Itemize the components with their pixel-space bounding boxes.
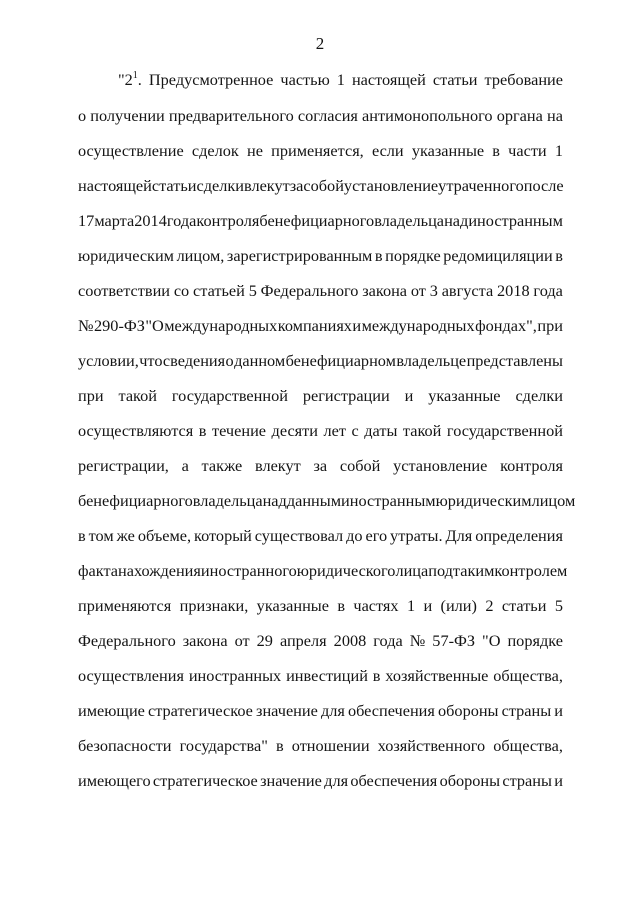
word: соответствии [78,281,170,300]
word: владельца [192,491,263,510]
word: 1 [554,141,563,160]
word: лет [323,421,346,440]
word: такой [402,421,442,440]
word: обеспечения [350,771,438,790]
word: и [554,701,563,720]
word: и [554,771,563,790]
word: государства" [179,736,268,755]
word: для [324,771,349,790]
word: страны [501,701,552,720]
paragraph-line [78,419,563,443]
word: лицом [531,491,576,510]
word: стратегическое [152,771,258,790]
word: иностранным [341,491,436,510]
word: о [225,351,234,370]
word: общества, [493,666,563,685]
word: 3 [429,281,438,300]
word: осуществление [78,141,184,160]
word: (или) [440,596,477,615]
word: общества, [493,736,563,755]
word: также [201,456,243,475]
word: осуществления [78,666,184,685]
word: лица [395,561,429,580]
word: таким [452,561,495,580]
word: осуществляются [78,421,194,440]
word: над [444,211,469,230]
word: согласия [297,106,358,125]
word: течение [212,421,267,440]
word: в [275,736,284,755]
word: контролем [494,561,568,580]
word: а [181,456,189,475]
word: до [346,526,363,545]
word: фондах", [475,316,537,335]
word: десяти [271,421,318,440]
word: Федерального [260,281,359,300]
word: закона [182,631,228,650]
word: указанные [256,596,329,615]
word: после [523,176,564,195]
word: даты [364,421,398,440]
word: существовал [254,526,344,545]
word: юридического [296,561,396,580]
word: государственной [446,421,563,440]
word: о [78,106,87,125]
word: настоящей [78,176,152,195]
word: от [410,281,426,300]
word: Федерального [78,631,176,650]
word: от [234,631,250,650]
word: иностранным [468,211,563,230]
word: собой [339,456,381,475]
paragraph-line [78,349,563,373]
word: года [166,211,197,230]
word: представлены [466,351,563,370]
paragraph-line [78,209,563,233]
word: влекут [254,456,301,475]
word: владельца [374,211,445,230]
paragraph-line [78,314,563,338]
word: и [404,386,414,405]
word: 1 [406,596,416,615]
word: том [88,526,114,545]
word: который [194,526,252,545]
word: определения [475,526,563,545]
word: юридическим [78,246,174,265]
word: данном [234,351,286,370]
word: нахождения [118,561,201,580]
word: влекут [243,176,290,195]
word: частях [353,596,399,615]
paragraph-line [78,454,563,478]
paragraph-line [78,524,563,548]
paragraph-line [78,629,563,653]
word: марта [94,211,135,230]
word: иностранного [200,561,297,580]
word: "О [145,316,164,335]
word: признаки, [179,596,249,615]
word: в [374,246,383,265]
word: 2014 [134,211,167,230]
word: обороны [438,701,499,720]
word: указанные [411,141,485,160]
word: и [423,596,433,615]
paragraph-line [78,734,563,758]
word: в [555,246,563,265]
word: факта [78,561,119,580]
word: в [492,141,500,160]
word: при [78,386,104,405]
word: утраты. [390,526,443,545]
word: безопасности [78,736,172,755]
word: сделок [191,141,239,160]
word: статьи [151,176,197,195]
word: международных [361,316,475,335]
paragraph-line [78,594,563,618]
word: со [173,281,190,300]
word: сделки [515,386,563,405]
word: международных [164,316,278,335]
paragraph-line [78,139,563,163]
word: "$2^1$. [118,69,142,89]
word: значение [260,771,322,790]
word: обеспечения [347,701,435,720]
word: иностранных [188,666,282,685]
word: зарегистрированным [226,246,373,265]
paragraph-line [78,769,563,793]
word: в [337,596,346,615]
word: контроля [196,211,260,230]
word: бенефициарного [259,211,375,230]
word: года [533,281,563,300]
word: августа [441,281,494,300]
paragraph-line [118,68,563,92]
word: и [352,316,362,335]
word: объеме, [137,526,192,545]
word: 5 [248,281,257,300]
word: настоящей [351,70,426,89]
paragraph-line [78,104,563,128]
paragraph-line [78,174,563,198]
word: хозяйственного [377,736,486,755]
word: регистрации, [78,456,169,475]
word: статьи [501,596,547,615]
word: за [313,456,328,475]
word: статьи [432,70,478,89]
word: порядке [507,631,563,650]
word: в [78,526,86,545]
word: в [372,666,381,685]
word: обороны [439,771,501,790]
paragraph-line [78,699,563,723]
word: для [320,701,345,720]
word: порядке [385,246,441,265]
word: что [139,351,163,370]
word: при [537,316,563,335]
word: 29 [256,631,273,650]
word: инвестиций [286,666,368,685]
word: № [78,316,94,335]
word: сделки [196,176,244,195]
word: 17 [78,211,95,230]
word: юридическим [435,491,532,510]
word: компаниях [277,316,352,335]
word: Предусмотренное [148,70,274,89]
word: с [351,421,359,440]
word: утраченного [438,176,524,195]
word: имеющего [78,771,151,790]
word: 5 [554,596,563,615]
paragraph-line [78,279,563,303]
word: под [428,561,453,580]
word: 57-ФЗ [432,631,476,650]
word: сведения [162,351,226,370]
word: хозяйственные [385,666,489,685]
word: 2008 [333,631,367,650]
paragraph-line [78,384,563,408]
word: установление [393,456,488,475]
word: указанные [428,386,501,405]
word: стратегическое [148,701,253,720]
word: части [508,141,547,160]
word: требование [484,70,563,89]
paragraph-line [78,559,568,583]
paragraph-line [78,489,576,513]
word: статьей [193,281,245,300]
word: если [371,141,404,160]
word: органа [496,106,543,125]
word: 1 [336,70,345,89]
word: апреля [279,631,327,650]
word: Для [445,526,473,545]
word: собой [303,176,344,195]
word: частью [280,70,330,89]
word: над [262,491,287,510]
word: на [546,106,563,125]
word: 2018 [497,281,530,300]
word: применяются [78,596,172,615]
word: не [246,141,263,160]
paragraph-line [78,244,563,268]
word: за [289,176,304,195]
word: антимонопольного [362,106,493,125]
word: же [116,526,135,545]
paragraph-line [78,664,563,688]
word: получении [90,106,165,125]
word: контроля [500,456,563,475]
word: такой [118,386,157,405]
word: страны [502,771,552,790]
word: владельце [396,351,467,370]
word: государственной [171,386,288,405]
word: редомициляции [443,246,553,265]
word: его [365,526,388,545]
word: 290-ФЗ [94,316,145,335]
word: предварительного [168,106,294,125]
word: применяется, [271,141,364,160]
word: установление [343,176,439,195]
word: лицом, [176,246,225,265]
page-number: 2 [315,34,325,53]
word: данным [286,491,342,510]
word: имеющие [78,701,145,720]
word: в [198,421,207,440]
word: закона [362,281,408,300]
word: года [373,631,403,650]
word: условии, [78,351,139,370]
word: регистрации [302,386,390,405]
word: бенефициарного [78,491,193,510]
word: отношении [291,736,370,755]
word: значение [256,701,318,720]
word: 2 [485,596,494,615]
word: "О [482,631,501,650]
word: № [409,631,426,650]
word: бенефициарном [285,351,396,370]
